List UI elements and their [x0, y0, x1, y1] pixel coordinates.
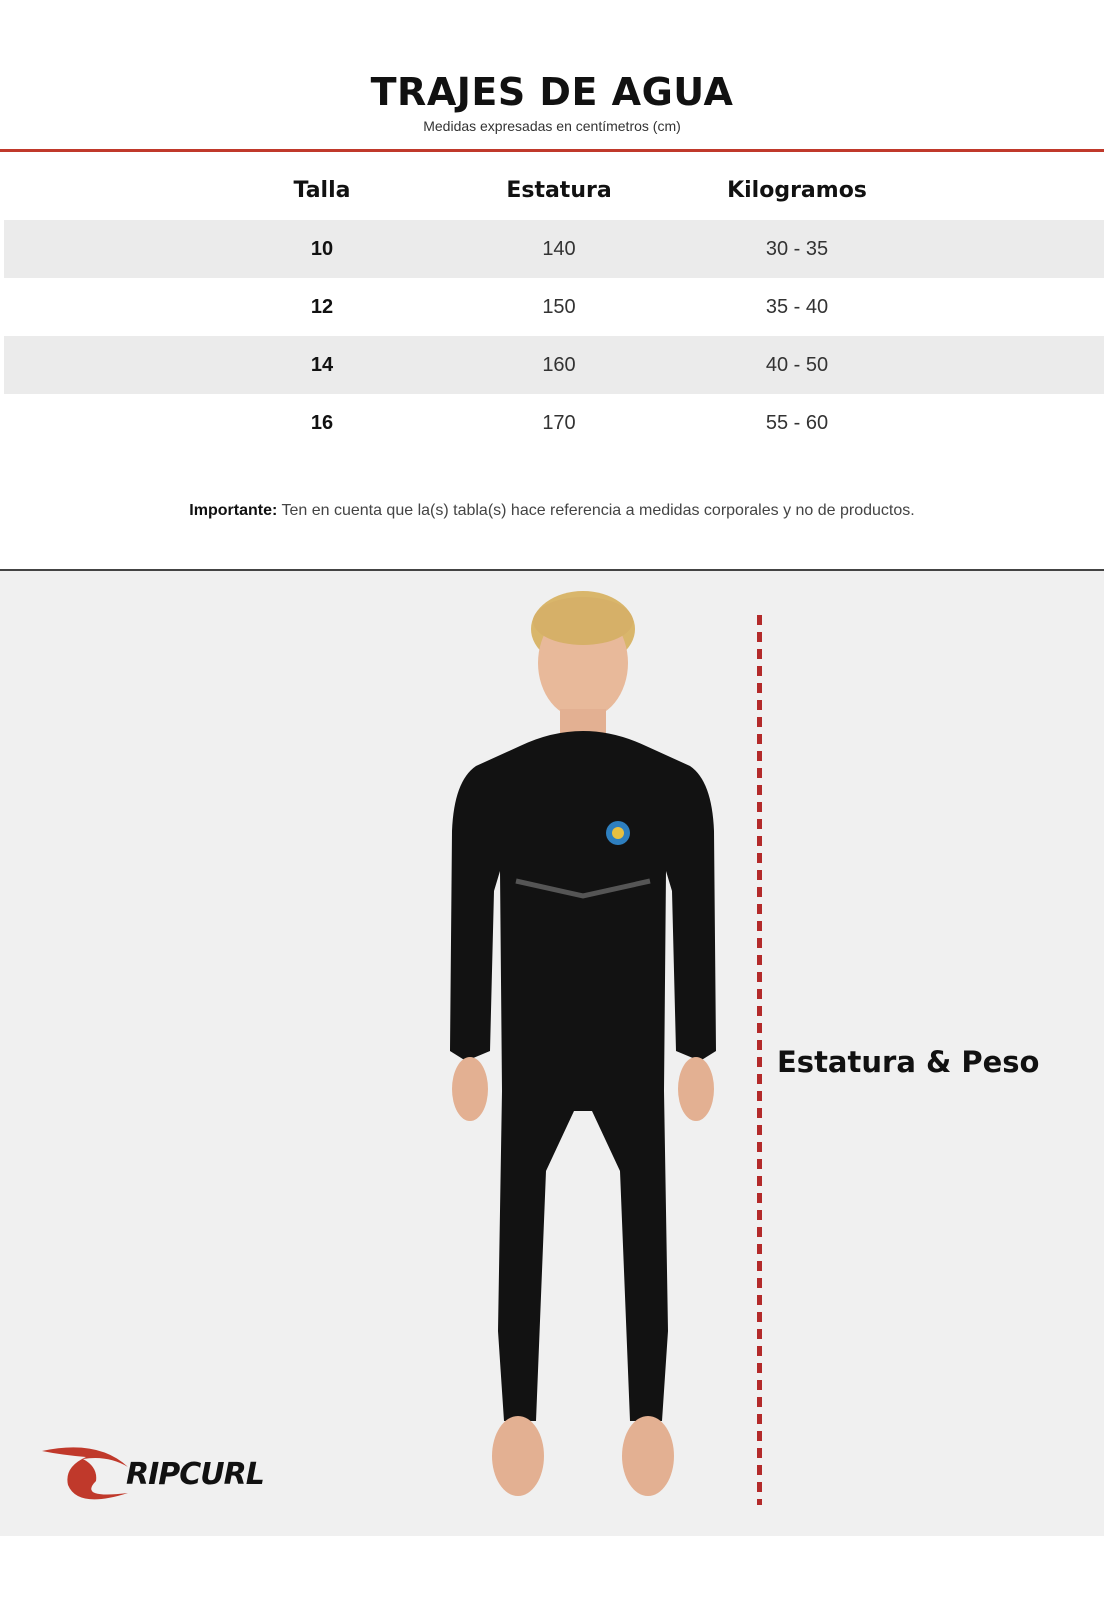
ripcurl-logo [38, 1437, 328, 1507]
cell-estatura: 140 [542, 237, 576, 260]
logo-text: RIPCURL [126, 1457, 264, 1492]
important-note-text: Ten en cuenta que la(s) tabla(s) hace referencia a medidas corporales y no de productos. [277, 502, 915, 519]
height-weight-label: Estatura & Peso [777, 1045, 1040, 1079]
header [0, 0, 1104, 150]
cell-talla: 10 [310, 237, 334, 260]
header-divider [0, 149, 1104, 152]
column-header-estatura: Estatura [506, 177, 612, 203]
column-header-talla: Talla [293, 177, 351, 203]
cell-talla: 12 [310, 295, 334, 318]
table-row [4, 278, 1104, 336]
cell-estatura: 170 [542, 411, 576, 434]
table-row [4, 336, 1104, 394]
column-header-kilogramos: Kilogramos [727, 177, 867, 203]
page-subtitle: Medidas expresadas en centímetros (cm) [423, 118, 681, 134]
cell-kilogramos: 35 - 40 [765, 295, 829, 318]
cell-talla: 14 [310, 353, 334, 376]
page-title: TRAJES DE AGUA [370, 70, 734, 114]
important-note-label: Importante: [189, 502, 278, 519]
important-note [0, 502, 1104, 520]
table-row [4, 394, 1104, 452]
size-table [4, 160, 1104, 452]
height-measure-line [757, 615, 762, 1505]
table-header [4, 160, 1104, 220]
cell-kilogramos: 30 - 35 [765, 237, 829, 260]
cell-talla: 16 [310, 411, 334, 434]
cell-estatura: 150 [542, 295, 576, 318]
table-row [4, 220, 1104, 278]
cell-kilogramos: 55 - 60 [765, 411, 829, 434]
cell-estatura: 160 [542, 353, 576, 376]
cell-kilogramos: 40 - 50 [765, 353, 829, 376]
